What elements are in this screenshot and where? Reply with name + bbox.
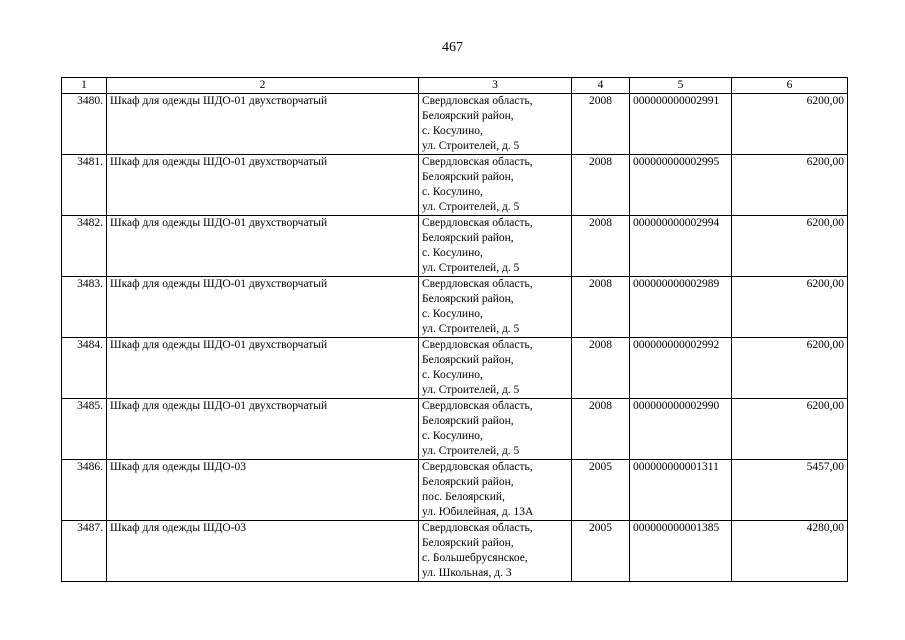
inventory-number-cell: 000000000001311 xyxy=(630,460,732,521)
table-row xyxy=(62,399,848,460)
row-number-cell: 3480. xyxy=(62,94,107,155)
cost-cell: 6200,00 xyxy=(732,338,848,399)
address-line: с. Косулино, xyxy=(422,247,483,259)
address-line: ул. Строителей, д. 5 xyxy=(422,201,520,213)
address-line: ул. Юбилейная, д. 13А xyxy=(422,506,534,518)
inventory-number-cell: 000000000002991 xyxy=(630,94,732,155)
address-cell xyxy=(419,399,572,460)
year-cell: 2005 xyxy=(572,521,630,582)
item-name-cell: Шкаф для одежды ШДО-01 двухстворчатый xyxy=(107,155,419,216)
item-name-cell: Шкаф для одежды ШДО-01 двухстворчатый xyxy=(107,277,419,338)
column-header-cost: 6 xyxy=(732,78,848,94)
address-cell xyxy=(419,216,572,277)
table-header-row xyxy=(62,78,848,94)
cost-cell: 6200,00 xyxy=(732,216,848,277)
column-header-address: 3 xyxy=(419,78,572,94)
address-cell xyxy=(419,521,572,582)
item-name-cell: Шкаф для одежды ШДО-03 xyxy=(107,460,419,521)
inventory-number-cell: 000000000002995 xyxy=(630,155,732,216)
address-line: Белоярский район, xyxy=(422,476,514,488)
cost-cell: 6200,00 xyxy=(732,155,848,216)
table-row xyxy=(62,521,848,582)
address-line: Свердловская область, xyxy=(422,461,533,473)
row-number-cell: 3482. xyxy=(62,216,107,277)
cost-cell: 4280,00 xyxy=(732,521,848,582)
column-header-number: 1 xyxy=(62,78,107,94)
address-line: ул. Строителей, д. 5 xyxy=(422,445,520,457)
row-number-cell: 3487. xyxy=(62,521,107,582)
address-line: с. Косулино, xyxy=(422,125,483,137)
address-cell xyxy=(419,338,572,399)
cost-cell: 5457,00 xyxy=(732,460,848,521)
column-header-inventory-number: 5 xyxy=(630,78,732,94)
cost-cell: 6200,00 xyxy=(732,399,848,460)
row-number-cell: 3483. xyxy=(62,277,107,338)
address-line: ул. Строителей, д. 5 xyxy=(422,384,520,396)
year-cell: 2005 xyxy=(572,460,630,521)
cost-cell: 6200,00 xyxy=(732,94,848,155)
year-cell: 2008 xyxy=(572,399,630,460)
inventory-number-cell: 000000000001385 xyxy=(630,521,732,582)
address-line: Свердловская область, xyxy=(422,217,533,229)
address-line: Белоярский район, xyxy=(422,171,514,183)
address-line: ул. Строителей, д. 5 xyxy=(422,140,520,152)
year-cell: 2008 xyxy=(572,155,630,216)
address-line: Свердловская область, xyxy=(422,156,533,168)
column-header-year: 4 xyxy=(572,78,630,94)
address-line: Свердловская область, xyxy=(422,95,533,107)
row-number-cell: 3481. xyxy=(62,155,107,216)
address-line: с. Косулино, xyxy=(422,308,483,320)
address-line: с. Большебрусянское, xyxy=(422,552,528,564)
address-line: Свердловская область, xyxy=(422,400,533,412)
year-cell: 2008 xyxy=(572,94,630,155)
address-line: Свердловская область, xyxy=(422,278,533,290)
address-line: Свердловская область, xyxy=(422,339,533,351)
table-row xyxy=(62,94,848,155)
year-cell: 2008 xyxy=(572,277,630,338)
address-line: ул. Строителей, д. 5 xyxy=(422,323,520,335)
table-row xyxy=(62,155,848,216)
address-line: с. Косулино, xyxy=(422,430,483,442)
address-cell xyxy=(419,460,572,521)
row-number-cell: 3486. xyxy=(62,460,107,521)
address-line: Белоярский район, xyxy=(422,354,514,366)
table-row xyxy=(62,460,848,521)
address-line: пос. Белоярский, xyxy=(422,491,505,503)
address-line: Свердловская область, xyxy=(422,522,533,534)
address-cell xyxy=(419,155,572,216)
year-cell: 2008 xyxy=(572,338,630,399)
table-body xyxy=(62,94,848,582)
inventory-number-cell: 000000000002989 xyxy=(630,277,732,338)
year-cell: 2008 xyxy=(572,216,630,277)
property-registry-table xyxy=(61,77,848,582)
address-line: Белоярский район, xyxy=(422,537,514,549)
inventory-number-cell: 000000000002994 xyxy=(630,216,732,277)
address-line: Белоярский район, xyxy=(422,232,514,244)
address-line: Белоярский район, xyxy=(422,293,514,305)
cost-cell: 6200,00 xyxy=(732,277,848,338)
address-line: ул. Строителей, д. 5 xyxy=(422,262,520,274)
table-row xyxy=(62,338,848,399)
item-name-cell: Шкаф для одежды ШДО-01 двухстворчатый xyxy=(107,399,419,460)
column-header-name: 2 xyxy=(107,78,419,94)
inventory-number-cell: 000000000002992 xyxy=(630,338,732,399)
address-line: Белоярский район, xyxy=(422,415,514,427)
item-name-cell: Шкаф для одежды ШДО-01 двухстворчатый xyxy=(107,94,419,155)
row-number-cell: 3485. xyxy=(62,399,107,460)
address-line: Белоярский район, xyxy=(422,110,514,122)
item-name-cell: Шкаф для одежды ШДО-03 xyxy=(107,521,419,582)
address-cell xyxy=(419,277,572,338)
inventory-number-cell: 000000000002990 xyxy=(630,399,732,460)
address-line: с. Косулино, xyxy=(422,186,483,198)
address-cell xyxy=(419,94,572,155)
row-number-cell: 3484. xyxy=(62,338,107,399)
page-number: 467 xyxy=(442,40,463,55)
item-name-cell: Шкаф для одежды ШДО-01 двухстворчатый xyxy=(107,216,419,277)
item-name-cell: Шкаф для одежды ШДО-01 двухстворчатый xyxy=(107,338,419,399)
address-line: с. Косулино, xyxy=(422,369,483,381)
table-row xyxy=(62,216,848,277)
address-line: ул. Школьная, д. 3 xyxy=(422,567,512,579)
table-row xyxy=(62,277,848,338)
